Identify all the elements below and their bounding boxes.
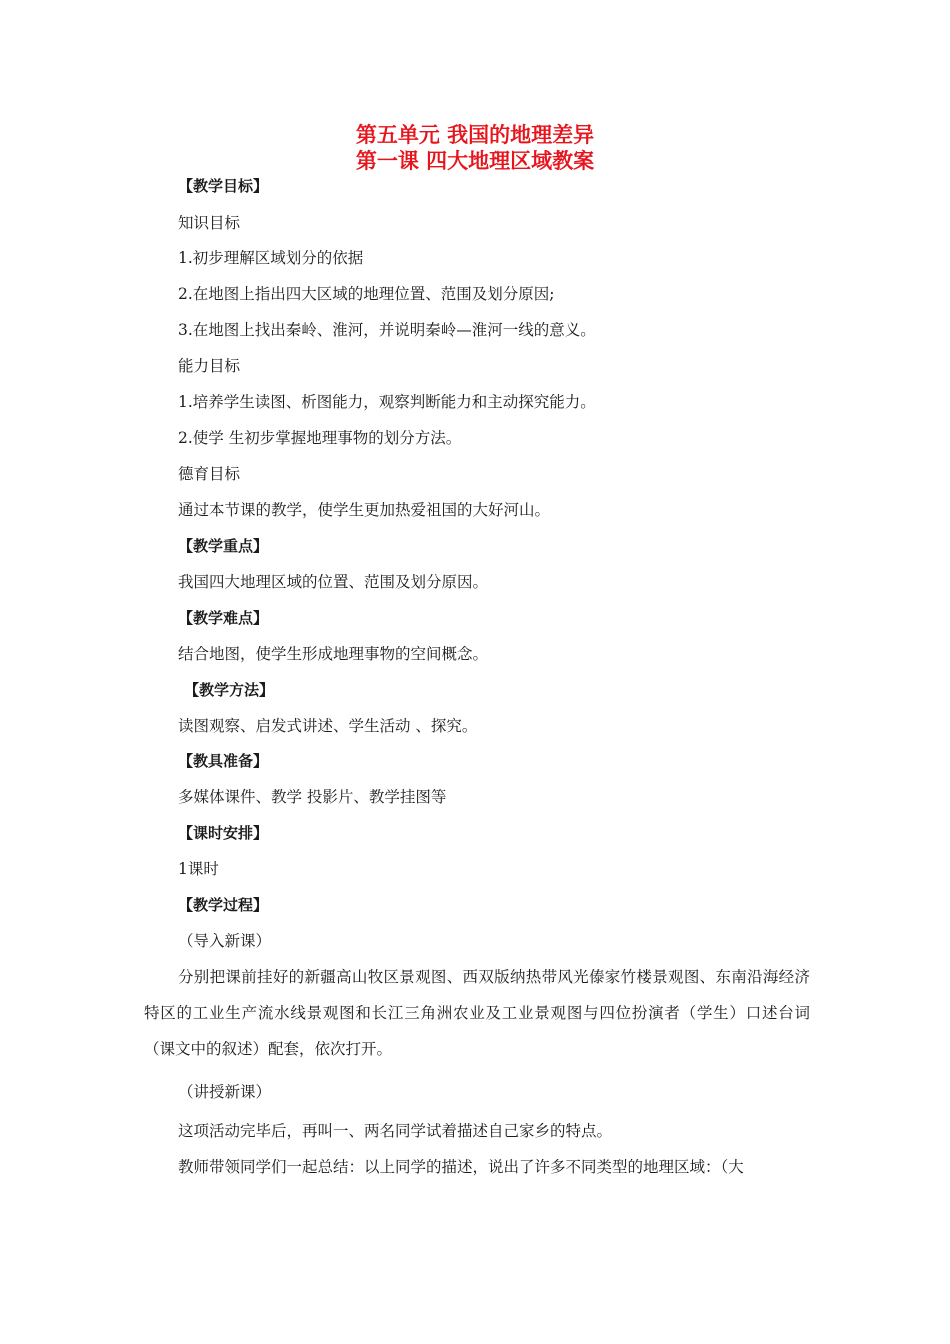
knowledge-item-1: 1.初步理解区域划分的依据 xyxy=(178,249,364,267)
difficulties-heading: 【教学难点】 xyxy=(178,609,269,627)
methods-heading: 【教学方法】 xyxy=(184,681,275,699)
schedule-heading: 【课时安排】 xyxy=(178,824,269,842)
process-heading: 【教学过程】 xyxy=(178,896,269,914)
unit-title: 第五单元 我国的地理差异 xyxy=(355,123,595,147)
materials-text: 多媒体课件、教学 投影片、教学挂图等 xyxy=(178,788,447,806)
moral-goal-label: 德育目标 xyxy=(178,465,241,483)
teach-line-2: 教师带领同学们一起总结：以上同学的描述，说出了许多不同类型的地理区域：（大 xyxy=(178,1158,744,1176)
key-points-heading: 【教学重点】 xyxy=(178,537,269,555)
objectives-heading: 【教学目标】 xyxy=(178,177,269,195)
teach-label: （讲授新课） xyxy=(178,1083,272,1101)
methods-text: 读图观察、启发式讲述、学生活动 、探究。 xyxy=(178,717,478,735)
schedule-text: 1课时 xyxy=(178,860,219,878)
intro-paragraph: 分别把课前挂好的新疆高山牧区景观图、西双版纳热带风光傣家竹楼景观图、东南沿海经济特区的工业生产流水线景观图和长江三角洲农业及工业景观图与四位扮演者（学生）口述台词（课文中的叙述）配套，依次打开。 xyxy=(144,968,810,1058)
lesson-title: 第一课 四大地理区域教案 xyxy=(355,149,595,173)
ability-item-2: 2.使学 生初步掌握地理事物的划分方法。 xyxy=(178,429,462,447)
moral-goal-text: 通过本节课的教学，使学生更加热爱祖国的大好河山。 xyxy=(178,501,551,519)
knowledge-item-2: 2.在地图上指出四大区域的地理位置、范围及划分原因; xyxy=(178,285,555,303)
teach-line-1: 这项活动完毕后，再叫一、两名同学试着描述自己家乡的特点。 xyxy=(178,1122,613,1140)
ability-item-1: 1.培养学生读图、析图能力，观察判断能力和主动探究能力。 xyxy=(178,393,596,411)
key-points-text: 我国四大地理区域的位置、范围及划分原因。 xyxy=(178,573,489,591)
intro-label: （导入新课） xyxy=(178,932,272,950)
difficulties-text: 结合地图，使学生形成地理事物的空间概念。 xyxy=(178,645,489,663)
materials-heading: 【教具准备】 xyxy=(178,752,269,770)
ability-goal-label: 能力目标 xyxy=(178,357,241,375)
knowledge-goal-label: 知识目标 xyxy=(178,214,241,232)
knowledge-item-3: 3.在地图上找出秦岭、淮河，并说明秦岭—淮河一线的意义。 xyxy=(178,321,596,339)
